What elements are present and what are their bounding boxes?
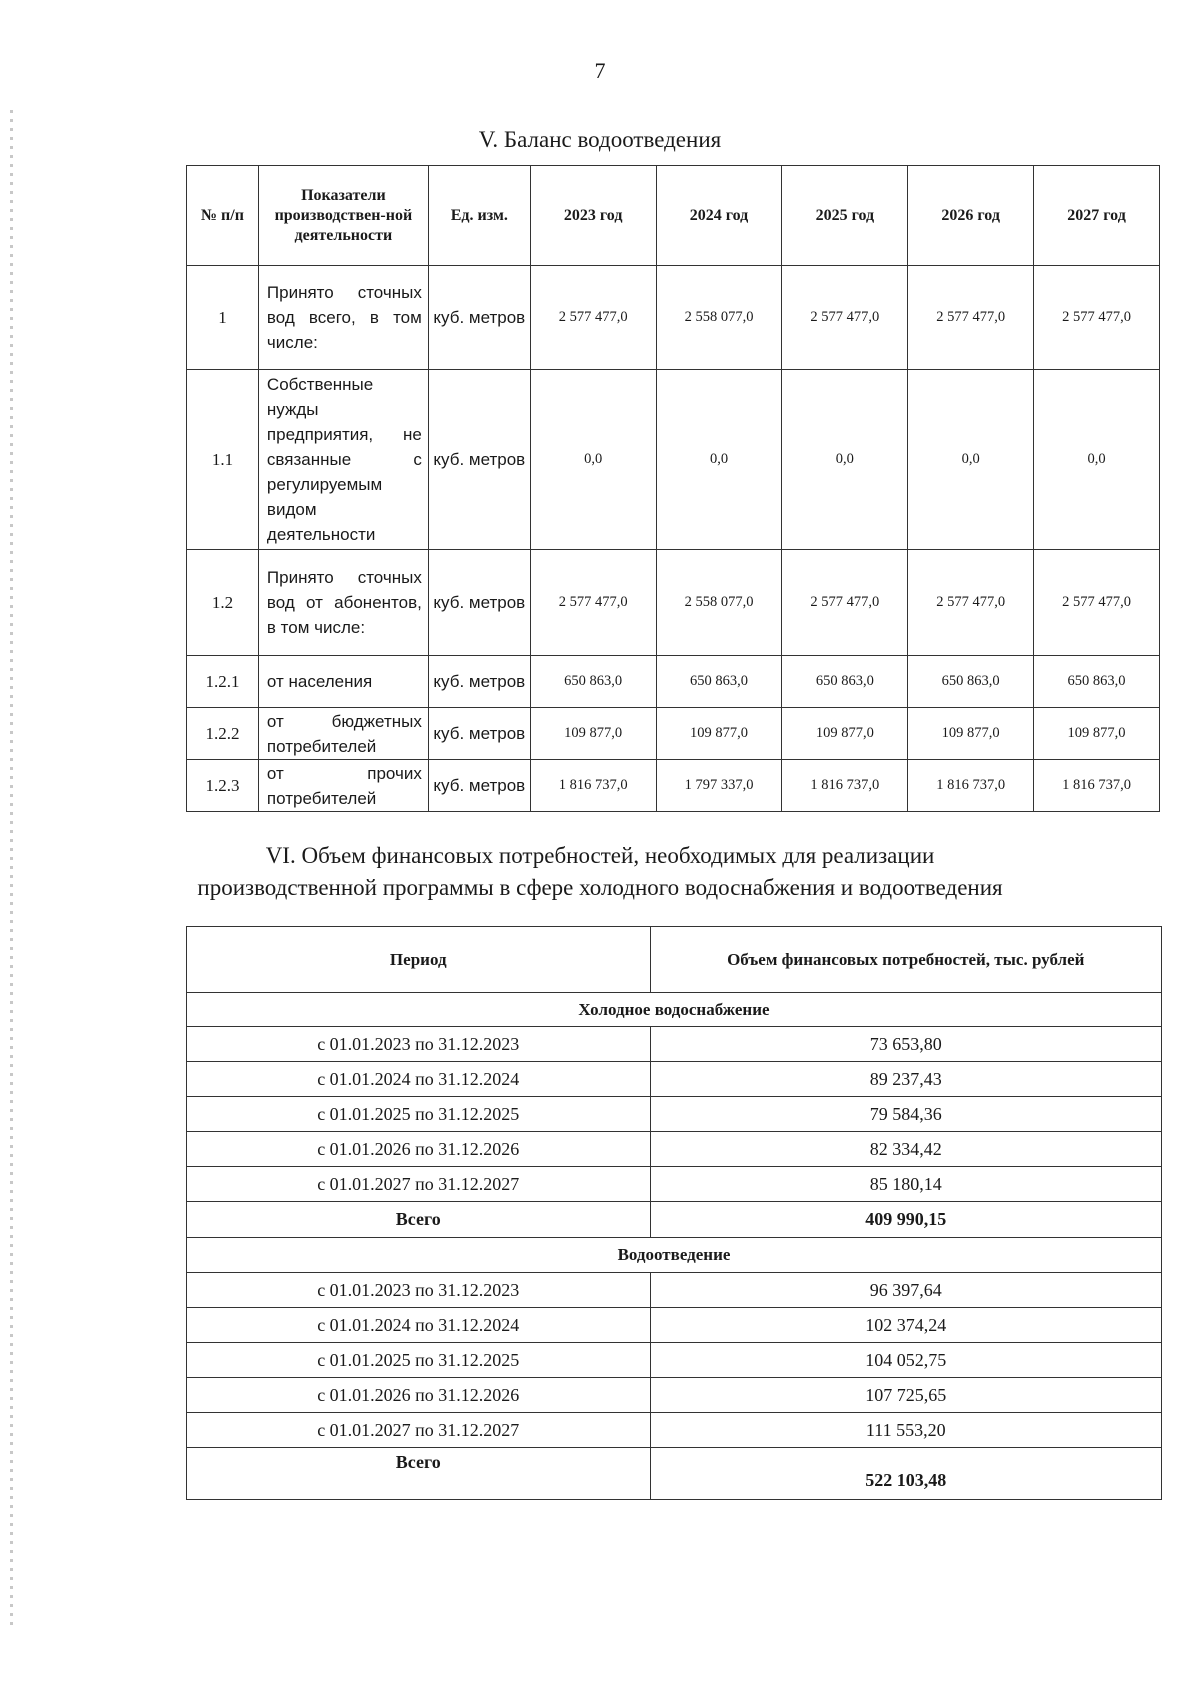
row-period: с 01.01.2026 по 31.12.2026 (187, 1132, 651, 1167)
table-header-row (187, 927, 1162, 993)
finance-title-line-2: производственной программы в сфере холодного водоснабжения и водоотведения (197, 875, 1003, 900)
row-amount: 96 397,64 (650, 1273, 1162, 1308)
row-value: 109 877,0 (782, 708, 908, 760)
wastewater-balance-table (186, 165, 1160, 812)
row-indicator: Принято сточных вод всего, в том числе: (258, 266, 428, 370)
header-indicator: Показатели производствен-ной деятельности (258, 166, 428, 266)
table-row (187, 550, 1160, 656)
row-amount: 104 052,75 (650, 1343, 1162, 1378)
row-value: 0,0 (656, 370, 782, 550)
row-value: 650 863,0 (908, 656, 1034, 708)
table-row (187, 1097, 1162, 1132)
header-year: 2023 год (530, 166, 656, 266)
row-period: с 01.01.2024 по 31.12.2024 (187, 1308, 651, 1343)
financial-needs-table (186, 926, 1162, 1500)
row-unit: куб. метров (428, 266, 530, 370)
row-value: 2 577 477,0 (1034, 266, 1160, 370)
row-value: 650 863,0 (656, 656, 782, 708)
finance-section-title (0, 840, 1200, 904)
row-value: 650 863,0 (530, 656, 656, 708)
row-amount: 107 725,65 (650, 1378, 1162, 1413)
row-value: 2 577 477,0 (530, 266, 656, 370)
table-row (187, 266, 1160, 370)
row-value: 1 816 737,0 (908, 760, 1034, 812)
row-value: 109 877,0 (908, 708, 1034, 760)
row-period: с 01.01.2027 по 31.12.2027 (187, 1413, 651, 1448)
table-row (187, 1132, 1162, 1167)
row-period: с 01.01.2023 по 31.12.2023 (187, 1027, 651, 1062)
row-value: 1 797 337,0 (656, 760, 782, 812)
page-number: 7 (594, 58, 606, 83)
table-row (187, 1308, 1162, 1343)
table-row (187, 1343, 1162, 1378)
row-value: 2 558 077,0 (656, 550, 782, 656)
row-period: с 01.01.2025 по 31.12.2025 (187, 1343, 651, 1378)
header-year: 2024 год (656, 166, 782, 266)
row-unit: куб. метров (428, 656, 530, 708)
row-indicator: от прочих потребителей (258, 760, 428, 812)
header-period: Период (187, 927, 651, 993)
group-row (187, 1238, 1162, 1273)
row-indicator: от бюджетных потребителей (258, 708, 428, 760)
header-number: № п/п (187, 166, 259, 266)
row-amount: 79 584,36 (650, 1097, 1162, 1132)
row-value: 0,0 (1034, 370, 1160, 550)
table-row (187, 656, 1160, 708)
finance-title-line-1: VI. Объем финансовых потребностей, необходимых для реализации (265, 843, 935, 868)
row-value: 2 558 077,0 (656, 266, 782, 370)
balance-section-title: V. Баланс водоотведения (478, 127, 722, 152)
row-number: 1.2 (187, 550, 259, 656)
row-amount: 102 374,24 (650, 1308, 1162, 1343)
table-row (187, 1273, 1162, 1308)
row-number: 1 (187, 266, 259, 370)
row-number: 1.2.3 (187, 760, 259, 812)
row-number: 1.2.2 (187, 708, 259, 760)
row-value: 109 877,0 (1034, 708, 1160, 760)
header-amount: Объем финансовых потребностей, тыс. рублей (650, 927, 1162, 993)
table-row (187, 1027, 1162, 1062)
total-row (187, 1202, 1162, 1238)
header-year: 2026 год (908, 166, 1034, 266)
row-period: с 01.01.2023 по 31.12.2023 (187, 1273, 651, 1308)
group-heading: Холодное водоснабжение (187, 993, 1162, 1027)
row-unit: куб. метров (428, 760, 530, 812)
row-indicator: от населения (258, 656, 428, 708)
row-value: 0,0 (782, 370, 908, 550)
group-heading: Водоотведение (187, 1238, 1162, 1273)
row-value: 109 877,0 (656, 708, 782, 760)
header-unit: Ед. изм. (428, 166, 530, 266)
row-value: 2 577 477,0 (908, 550, 1034, 656)
total-label: Всего (187, 1202, 651, 1238)
total-amount: 409 990,15 (650, 1202, 1162, 1238)
row-unit: куб. метров (428, 550, 530, 656)
header-year: 2027 год (1034, 166, 1160, 266)
row-value: 2 577 477,0 (782, 266, 908, 370)
row-amount: 89 237,43 (650, 1062, 1162, 1097)
group-row (187, 993, 1162, 1027)
row-value: 0,0 (908, 370, 1034, 550)
total-amount: 522 103,48 (650, 1448, 1162, 1500)
row-value: 650 863,0 (782, 656, 908, 708)
row-value: 2 577 477,0 (1034, 550, 1160, 656)
total-label: Всего (187, 1448, 651, 1500)
row-unit: куб. метров (428, 370, 530, 550)
row-value: 650 863,0 (1034, 656, 1160, 708)
table-row (187, 1378, 1162, 1413)
row-period: с 01.01.2027 по 31.12.2027 (187, 1167, 651, 1202)
total-row (187, 1448, 1162, 1500)
row-value: 2 577 477,0 (530, 550, 656, 656)
row-amount: 73 653,80 (650, 1027, 1162, 1062)
header-year: 2025 год (782, 166, 908, 266)
row-value: 2 577 477,0 (908, 266, 1034, 370)
table-header-row (187, 166, 1160, 266)
row-amount: 85 180,14 (650, 1167, 1162, 1202)
table-row (187, 708, 1160, 760)
row-amount: 82 334,42 (650, 1132, 1162, 1167)
table-row (187, 370, 1160, 550)
row-value: 1 816 737,0 (782, 760, 908, 812)
table-row (187, 1413, 1162, 1448)
table-row (187, 1062, 1162, 1097)
row-value: 1 816 737,0 (1034, 760, 1160, 812)
row-number: 1.2.1 (187, 656, 259, 708)
row-value: 109 877,0 (530, 708, 656, 760)
table-row (187, 760, 1160, 812)
row-period: с 01.01.2026 по 31.12.2026 (187, 1378, 651, 1413)
row-period: с 01.01.2024 по 31.12.2024 (187, 1062, 651, 1097)
row-value: 0,0 (530, 370, 656, 550)
row-indicator: Собственные нужды предприятия, не связанные с регулируемым видом деятельности (258, 370, 428, 550)
row-amount: 111 553,20 (650, 1413, 1162, 1448)
row-indicator: Принято сточных вод от абонентов, в том числе: (258, 550, 428, 656)
row-number: 1.1 (187, 370, 259, 550)
row-unit: куб. метров (428, 708, 530, 760)
table-row (187, 1167, 1162, 1202)
row-period: с 01.01.2025 по 31.12.2025 (187, 1097, 651, 1132)
row-value: 1 816 737,0 (530, 760, 656, 812)
row-value: 2 577 477,0 (782, 550, 908, 656)
